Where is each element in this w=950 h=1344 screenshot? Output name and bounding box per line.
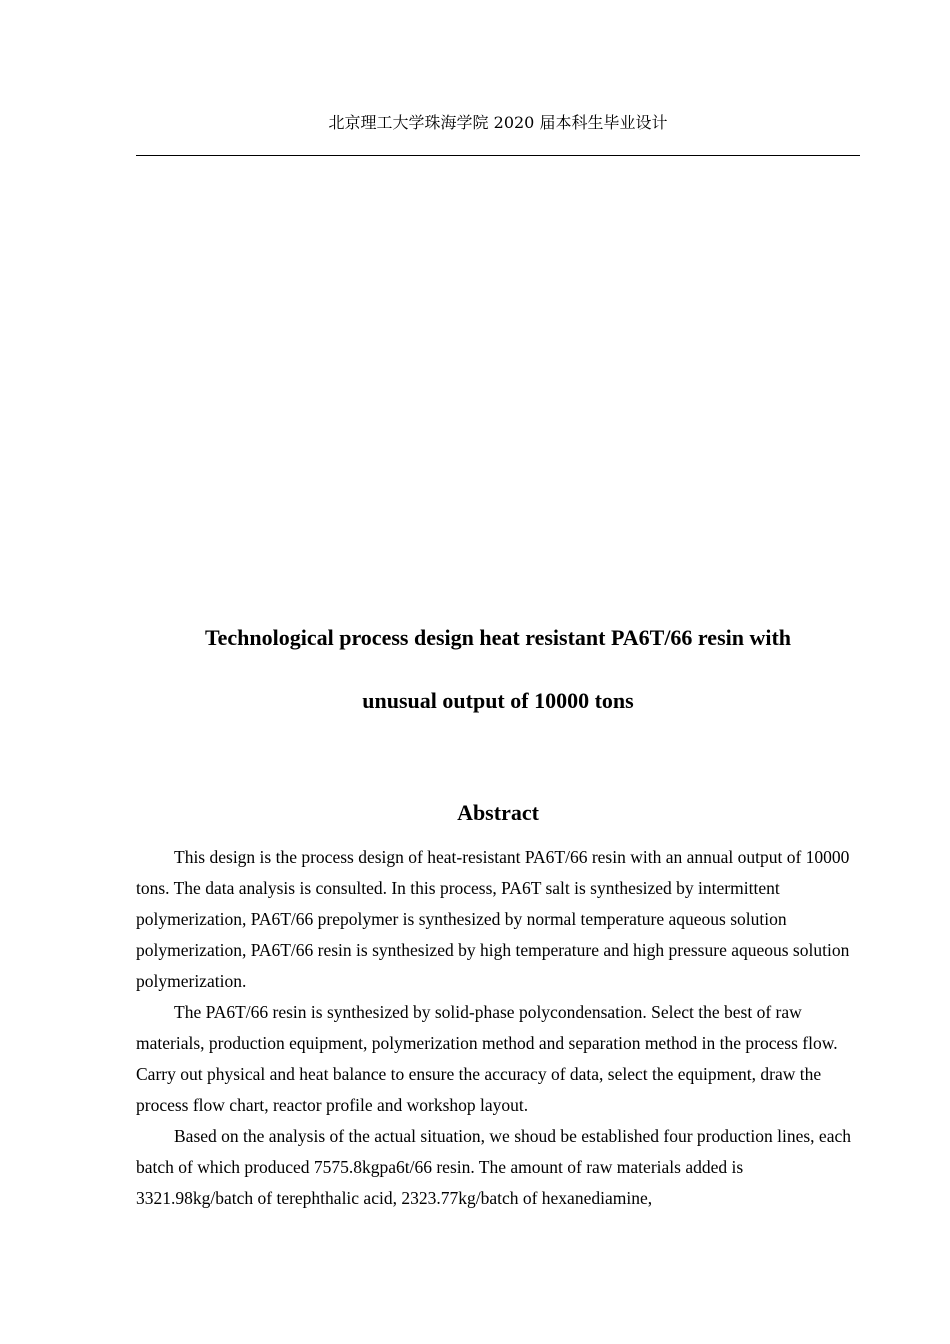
- thesis-title-line-1: Technological process design heat resistant PA6T/66 resin with: [204, 625, 792, 650]
- page-header: 北京理工大学珠海学院 2020 届本科生毕业设计: [328, 113, 668, 132]
- abstract-heading: Abstract: [457, 800, 539, 825]
- header-divider: [136, 155, 860, 156]
- abstract-paragraph-1: This design is the process design of heat-resistant PA6T/66 resin with an annual output of 10000 tons. The data analysis is consulted. In this process, PA6T salt is synthesized by intermittent polymerization, PA6T/66 prepolymer is synthesized by normal temperature aqueous solution polymerization, PA6T/66 resin is synthesized by high temperature and high pressure aqueous solution polymerization.: [136, 847, 850, 991]
- abstract-paragraph-3: Based on the analysis of the actual situation, we shoud be established four production lines, each batch of which produced 7575.8kgpa6t/66 resin. The amount of raw materials added is 3321.98kg/batch of terephthalic acid, 2323.77kg/batch of hexanediamine,: [136, 1126, 851, 1208]
- abstract-body: [136, 842, 860, 1214]
- abstract-paragraph-2: The PA6T/66 resin is synthesized by solid-phase polycondensation. Select the best of raw materials, production equipment, polymerization method and separation method in the process flow. Carry out physical and heat balance to ensure the accuracy of data, select the equipment, draw the process flow chart, reactor profile and workshop layout.: [136, 1002, 838, 1115]
- thesis-title-line-2: unusual output of 10000 tons: [362, 688, 634, 713]
